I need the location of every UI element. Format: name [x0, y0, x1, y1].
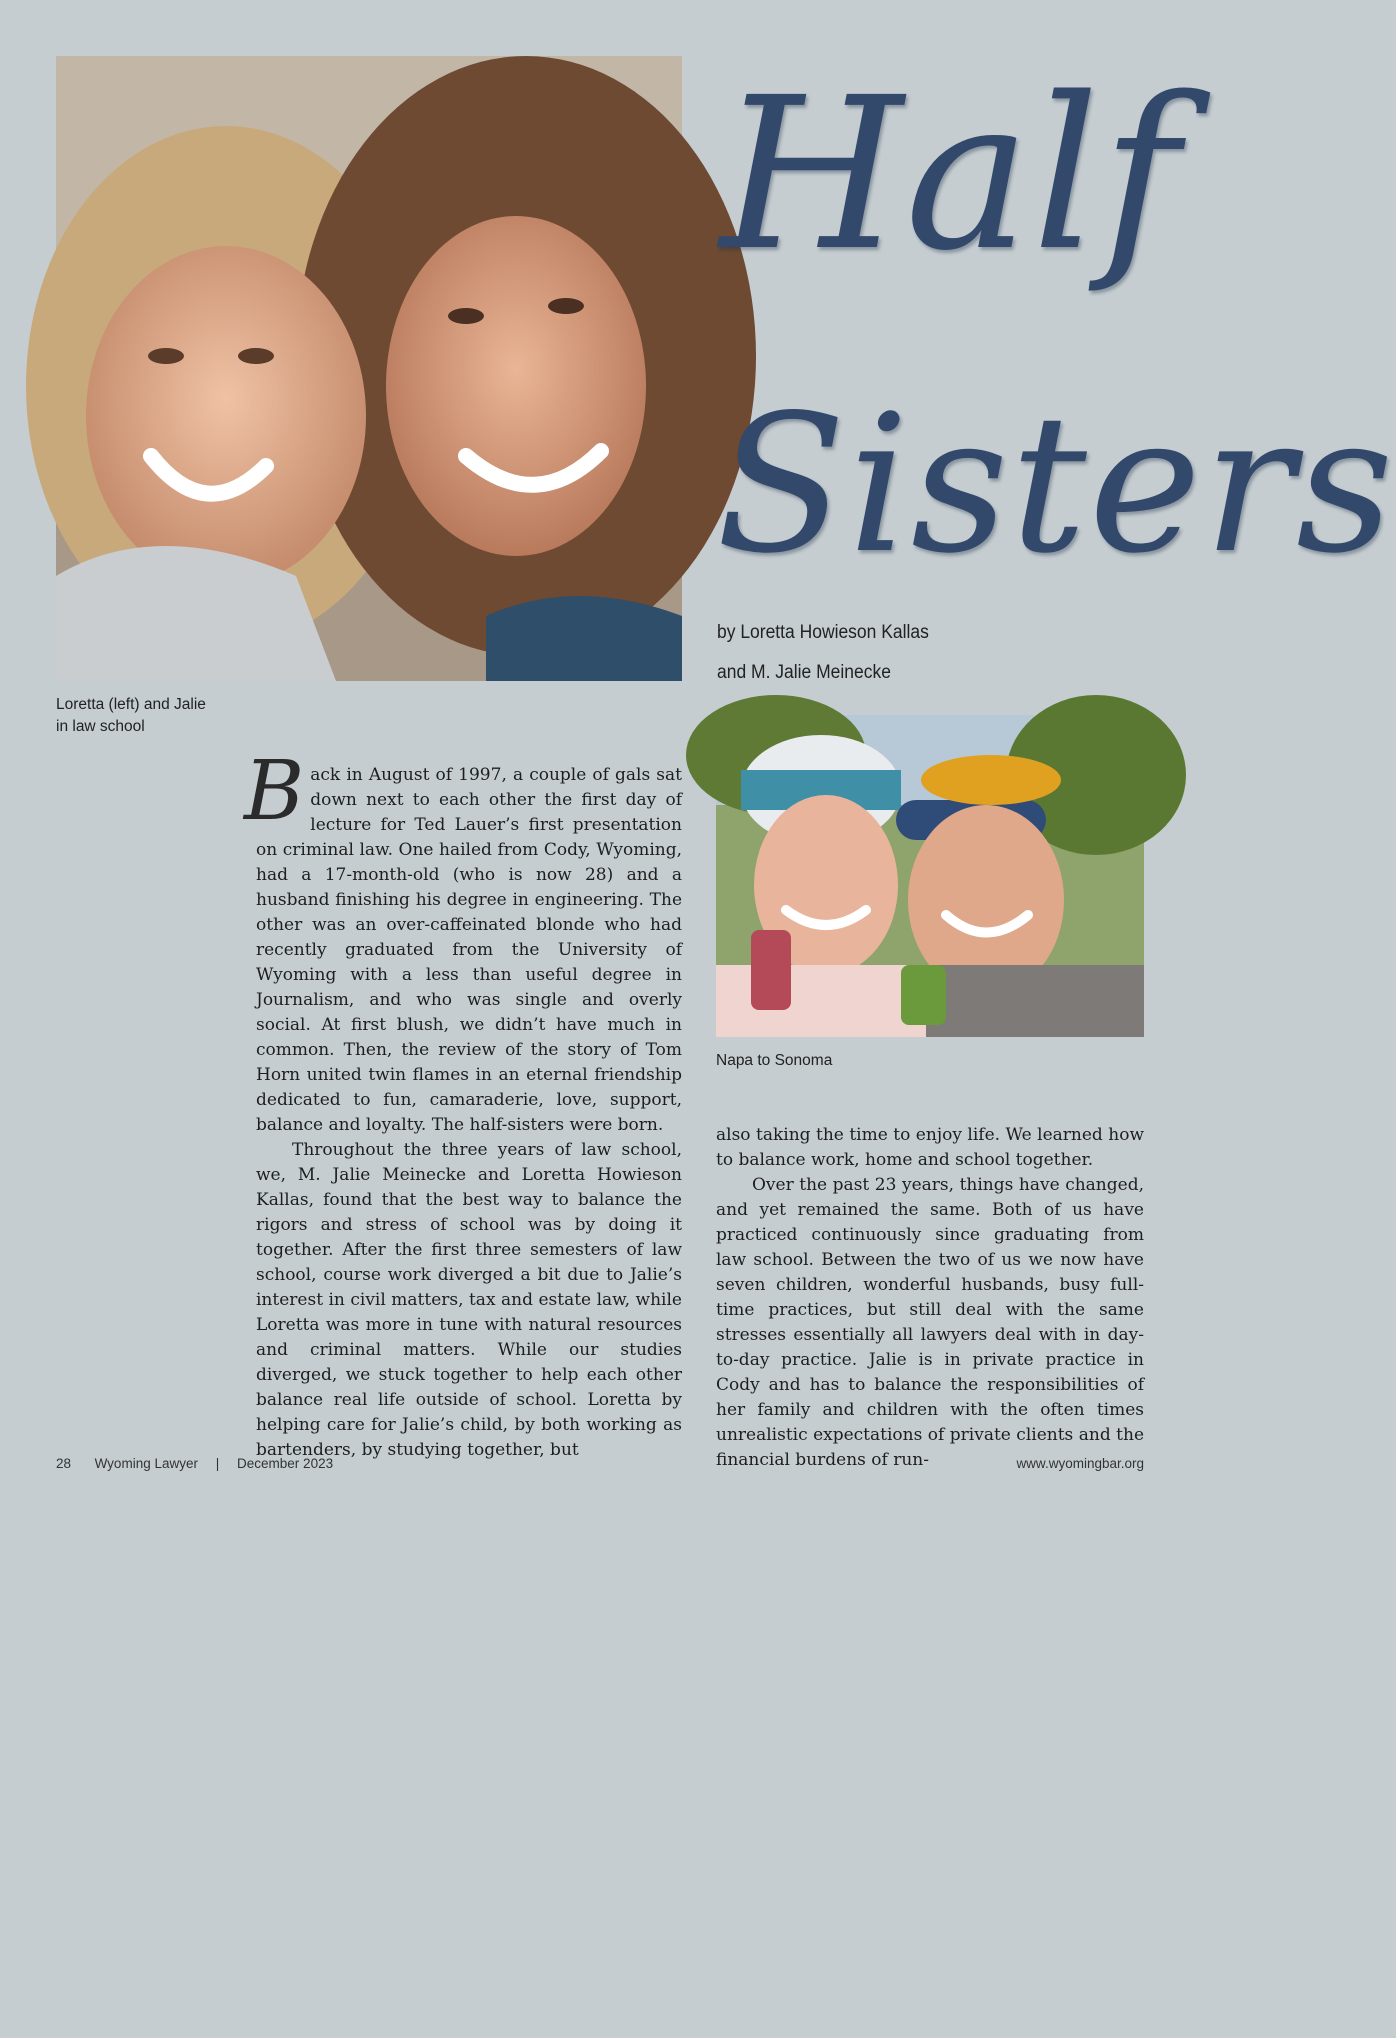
publication-name: Wyoming Lawyer [94, 1456, 198, 1471]
photo-caption-top [56, 694, 206, 738]
photo-law-school [56, 56, 682, 681]
article-title-line1: Half [720, 52, 1182, 297]
article-paragraph-1 [244, 744, 682, 1138]
page-footer-left [56, 1456, 333, 1471]
drop-cap: B [244, 744, 305, 839]
website-link[interactable]: www.wyomingbar.org [1016, 1456, 1144, 1471]
footer-separator: | [215, 1456, 220, 1471]
photo-napa-sonoma [716, 715, 1144, 1037]
photo-caption-top-line2: in law school [56, 718, 145, 735]
article-paragraph-4: Over the past 23 years, things have changed, and yet remained the same. Both of us have practiced continuously since graduating from law school. Between the two of us we now have seven children, wonderful husbands, busy full-time practices, but still deal with the same stresses essentially all lawyers deal with in day-to-day practice. Jalie is in private practice in Cody and has to balance the responsibilities of her family and children with the often times unrealistic expectations of private clients and the financial burdens of run- [716, 1175, 1144, 1470]
article-column-right [716, 1123, 1144, 1473]
article-paragraph-2: Throughout the three years of law school, we, M. Jalie Meinecke and Loretta Howieson Kallas, found that the best way to balance the rigors and stress of school was by doing it together. After the first three semesters of law school, course work diverged a bit due to Jalie’s interest in civil matters, tax and estate law, while Loretta was more in tune with natural resources and criminal matters. While our studies diverged, we stuck together to help each other balance real life outside of school. Loretta by helping care for Jalie’s child, by both working as bartenders, by studying together, but [256, 1140, 682, 1460]
page-number: 28 [56, 1456, 72, 1471]
byline-line1: by Loretta Howieson Kallas [717, 622, 929, 643]
photo-caption-top-line1: Loretta (left) and Jalie [56, 696, 206, 713]
article-column-left [244, 744, 682, 2038]
byline-line2: and M. Jalie Meinecke [717, 662, 891, 683]
photo-napa-sonoma-image [716, 715, 1144, 1037]
photo-caption-bottom: Napa to Sonoma [716, 1052, 833, 1069]
issue-date: December 2023 [237, 1456, 334, 1471]
article-paragraph-3: also taking the time to enjoy life. We learned how to balance work, home and school together. [716, 1125, 1144, 1170]
article-title-line2: Sisters [716, 374, 1396, 595]
article-paragraph-1-text: ack in August of 1997, a couple of gals sat down next to each other the first day of lecture for Ted Lauer’s first presentation on criminal law. One hailed from Cody, Wyoming, had a 17-month-old (who is now 28) and a husband finishing his degree in engineering. The other was an over-caffeinated blonde who had recently graduated from the University of Wyoming with a less than useful degree in Journalism, and who was single and overly social. At first blush, we didn’t have much in common. Then, the review of the story of Tom Horn united twin flames in an eternal friendship dedicated to fun, camaraderie, love, support, balance and loyalty. The half-sisters were born. [256, 765, 682, 1135]
photo-law-school-image [56, 56, 682, 681]
